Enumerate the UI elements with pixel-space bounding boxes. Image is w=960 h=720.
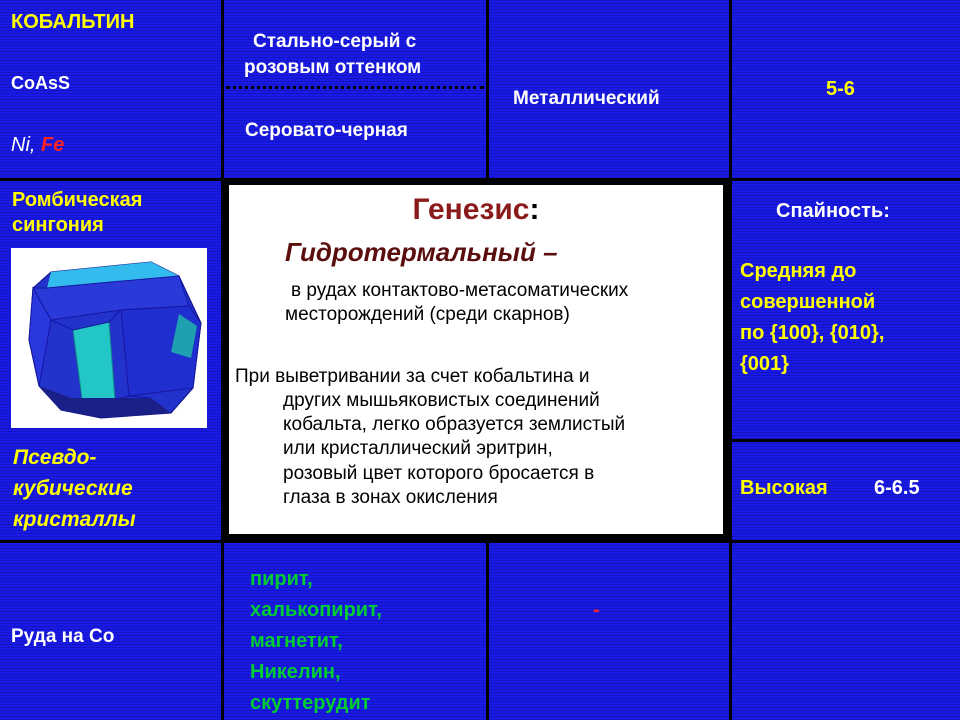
density-value: 6-6.5 bbox=[874, 477, 920, 499]
impurity-sep: , bbox=[29, 134, 42, 156]
associate-item: Никелин, bbox=[250, 661, 341, 683]
mineral-name: КОБАЛЬТИН bbox=[11, 11, 135, 33]
genesis-title-colon: : bbox=[529, 193, 540, 226]
blank-cell bbox=[732, 543, 960, 720]
genesis-paragraph-2 bbox=[235, 365, 719, 510]
mineral-formula: CoAsS bbox=[11, 73, 71, 93]
associate-item: магнетит, bbox=[250, 630, 343, 652]
genesis-p2-line5: розовый цвет которого бросается в bbox=[283, 462, 595, 484]
crystals-line3: кристаллы bbox=[13, 508, 136, 531]
hardness-cell bbox=[732, 0, 960, 178]
empty-cell bbox=[489, 543, 729, 720]
genesis-p2-line2: других мышьяковистых соединений bbox=[283, 390, 600, 412]
dash-text: - bbox=[593, 599, 600, 621]
density-cell bbox=[732, 442, 960, 540]
genesis-p2-line1: При выветривании за счет кобальтина и bbox=[235, 366, 590, 387]
hardness-value: 5-6 bbox=[826, 78, 855, 100]
genesis-title-text: Генезис bbox=[412, 193, 530, 226]
usage-cell bbox=[0, 543, 221, 720]
syngony-line1: Ромбическая bbox=[12, 189, 143, 211]
cleavage-label: Спайность: bbox=[776, 200, 890, 222]
color-divider bbox=[226, 86, 484, 89]
genesis-panel bbox=[229, 185, 723, 534]
associate-item: скуттерудит bbox=[250, 692, 371, 714]
associate-item: пирит, bbox=[250, 568, 313, 590]
cleavage-line4: {001} bbox=[740, 353, 789, 375]
luster-cell bbox=[489, 0, 729, 178]
crystals-line1: Псевдо- bbox=[13, 446, 97, 469]
color-line1: Стально-серый с bbox=[253, 31, 417, 52]
crystal-icon bbox=[11, 248, 207, 428]
cleavage-cell bbox=[732, 181, 960, 439]
genesis-paragraph-1 bbox=[285, 279, 715, 327]
mineral-cell bbox=[0, 0, 221, 178]
color-cell bbox=[224, 0, 486, 178]
genesis-p2-line3: кобальта, легко образуется землистый bbox=[283, 414, 626, 436]
genesis-p2-line4: или кристаллический эритрин, bbox=[283, 438, 553, 460]
density-label: Высокая bbox=[740, 477, 828, 499]
crystal-image bbox=[11, 248, 207, 428]
luster-text: Металлический bbox=[513, 88, 660, 109]
associate-item: халькопирит, bbox=[250, 599, 382, 621]
cleavage-line3: по {100}, {010}, bbox=[740, 322, 885, 344]
genesis-p1-line2: месторождений (среди скарнов) bbox=[285, 304, 570, 326]
genesis-p2-line6: глаза в зонах окисления bbox=[283, 486, 498, 508]
usage-text: Руда на Co bbox=[11, 626, 115, 647]
associates-cell bbox=[224, 543, 486, 720]
cleavage-line2: совершенной bbox=[740, 291, 876, 313]
genesis-type: Гидротермальный – bbox=[285, 237, 558, 267]
cleavage-line1: Средняя до bbox=[740, 260, 857, 282]
genesis-title bbox=[229, 193, 723, 227]
impurity-fe: Fe bbox=[41, 134, 65, 156]
streak-text: Серовато-черная bbox=[245, 120, 408, 141]
color-line2: розовым оттенком bbox=[244, 57, 422, 78]
syngony-line2: сингония bbox=[12, 214, 104, 236]
impurity-ni: Ni bbox=[11, 134, 30, 156]
genesis-p1-line1: в рудах контактово-метасоматических bbox=[291, 280, 629, 301]
crystals-line2: кубические bbox=[13, 477, 133, 500]
mineral-impurities bbox=[11, 133, 64, 157]
